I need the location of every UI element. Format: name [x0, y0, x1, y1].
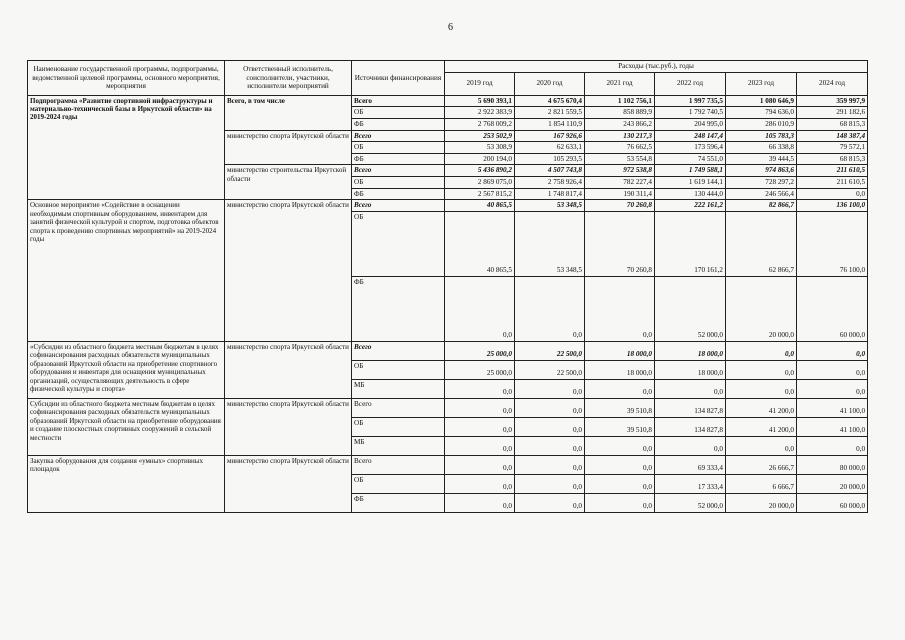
- expense-value: 105 293,5: [515, 153, 585, 165]
- expense-value: 2 869 075,0: [445, 177, 515, 189]
- header-expenses: Расходы (тыс.руб.), годы: [445, 61, 868, 73]
- expense-value: 20 000,0: [726, 494, 797, 513]
- expense-value: 69 333,4: [655, 456, 726, 475]
- expense-value: 1 854 110,9: [515, 118, 585, 130]
- expense-value: 52 000,0: [655, 277, 726, 342]
- expense-value: 40 865,5: [445, 212, 515, 277]
- table-row: [28, 456, 868, 475]
- funding-source: ОБ: [352, 212, 445, 277]
- expense-value: 0,0: [515, 475, 585, 494]
- expense-value: 39 510,8: [585, 399, 655, 418]
- expense-value: 1 792 740,5: [655, 107, 726, 119]
- expense-value: 1 619 144,1: [655, 177, 726, 189]
- expense-value: 134 827,8: [655, 399, 726, 418]
- expense-value: 62 633,1: [515, 142, 585, 154]
- table-body: [28, 95, 868, 512]
- expense-value: 18 000,0: [655, 361, 726, 380]
- program-name: Подпрограмма «Развитие спортивной инфраструктуры и материально-технической базы в Иркутской области» на 2019-2024 годы: [28, 95, 225, 200]
- funding-source: ОБ: [352, 361, 445, 380]
- expense-value: 70 260,8: [585, 200, 655, 212]
- expense-value: 222 161,2: [655, 200, 726, 212]
- program-name: Субсидии из областного бюджета местным бюджетам в целях софинансирования расходных обязательств муниципальных образований Иркутской области на приобретение оборудования и создание плоскостных спортивных сооружений в сельской местности: [28, 399, 225, 456]
- expense-value: 0,0: [797, 380, 868, 399]
- expense-value: 1 080 646,9: [726, 95, 797, 107]
- expense-value: 0,0: [515, 418, 585, 437]
- funding-source: Всего: [352, 342, 445, 361]
- expense-value: 18 000,0: [585, 342, 655, 361]
- expense-value: 17 333,4: [655, 475, 726, 494]
- expense-value: 0,0: [655, 437, 726, 456]
- expense-value: 0,0: [515, 277, 585, 342]
- expense-value: 211 610,5: [797, 165, 868, 177]
- funding-source: ФБ: [352, 188, 445, 200]
- expense-value: 0,0: [797, 342, 868, 361]
- funding-source: ОБ: [352, 107, 445, 119]
- executor-name: министерство спорта Иркутской области: [225, 399, 352, 456]
- expense-value: 0,0: [726, 380, 797, 399]
- funding-source: ОБ: [352, 177, 445, 189]
- expense-value: 0,0: [445, 418, 515, 437]
- program-name: Основное мероприятие «Содействие в оснащении необходимым спортивным оборудованием, инвентарем для занятий физической культурой и спортом, подготовка объектов спорта к проведению спортивных мероприятий» на 2019-2024 годы: [28, 200, 225, 342]
- expense-value: 79 572,1: [797, 142, 868, 154]
- header-year: 2019 год: [445, 72, 515, 95]
- funding-source: Всего: [352, 200, 445, 212]
- header-year: 2023 год: [726, 72, 797, 95]
- expense-value: 22 500,0: [515, 361, 585, 380]
- header-executor: Ответственный исполнитель, соисполнители, участники, исполнители мероприятий: [225, 61, 352, 96]
- expense-value: 66 338,8: [726, 142, 797, 154]
- table-row: [28, 95, 868, 107]
- expense-value: 0,0: [515, 380, 585, 399]
- expense-value: 0,0: [585, 437, 655, 456]
- expense-value: 70 260,8: [585, 212, 655, 277]
- expense-value: 5 690 393,1: [445, 95, 515, 107]
- expense-value: 2 758 926,4: [515, 177, 585, 189]
- expense-value: 204 995,0: [655, 118, 726, 130]
- expense-value: 0,0: [445, 399, 515, 418]
- expense-value: 53 554,8: [585, 153, 655, 165]
- expense-value: 5 436 890,2: [445, 165, 515, 177]
- expense-value: 2 922 383,9: [445, 107, 515, 119]
- expense-value: 41 100,0: [797, 399, 868, 418]
- expense-value: 200 194,0: [445, 153, 515, 165]
- expense-value: 82 866,7: [726, 200, 797, 212]
- funding-source: Всего: [352, 165, 445, 177]
- expense-value: 0,0: [445, 380, 515, 399]
- executor-name: министерство спорта Иркутской области: [225, 456, 352, 513]
- expense-value: 25 000,0: [445, 342, 515, 361]
- expense-value: 173 596,4: [655, 142, 726, 154]
- expense-value: 2 567 815,2: [445, 188, 515, 200]
- expense-value: 41 200,0: [726, 418, 797, 437]
- expense-value: 2 768 009,2: [445, 118, 515, 130]
- table-row: [28, 399, 868, 418]
- budget-sheet: [27, 60, 867, 513]
- expense-value: 25 000,0: [445, 361, 515, 380]
- expense-value: 782 227,4: [585, 177, 655, 189]
- expense-value: 4 507 743,8: [515, 165, 585, 177]
- budget-table: [27, 60, 868, 513]
- expense-value: 0,0: [585, 380, 655, 399]
- executor-name: министерство строительства Иркутской области: [225, 165, 352, 200]
- expense-value: 52 000,0: [655, 494, 726, 513]
- expense-value: 0,0: [585, 475, 655, 494]
- expense-value: 0,0: [585, 277, 655, 342]
- expense-value: 1 102 756,1: [585, 95, 655, 107]
- program-name: Закупка оборудования для создания «умных» спортивных площадок: [28, 456, 225, 513]
- expense-value: 0,0: [726, 342, 797, 361]
- expense-value: 1 748 817,4: [515, 188, 585, 200]
- expense-value: 246 566,4: [726, 188, 797, 200]
- expense-value: 1 749 588,1: [655, 165, 726, 177]
- expense-value: 62 866,7: [726, 212, 797, 277]
- expense-value: 0,0: [655, 380, 726, 399]
- funding-source: Всего: [352, 399, 445, 418]
- executor-name: министерство спорта Иркутской области: [225, 200, 352, 342]
- expense-value: 291 182,6: [797, 107, 868, 119]
- expense-value: 0,0: [726, 437, 797, 456]
- funding-source: Всего: [352, 95, 445, 107]
- funding-source: ОБ: [352, 475, 445, 494]
- expense-value: 130 217,3: [585, 130, 655, 142]
- expense-value: 6 666,7: [726, 475, 797, 494]
- header-name: Наименование государственной программы, подпрограммы, ведомственной целевой программы, основного мероприятия, мероприятия: [28, 61, 225, 96]
- expense-value: 0,0: [445, 437, 515, 456]
- expense-value: 76 662,5: [585, 142, 655, 154]
- expense-value: 253 502,9: [445, 130, 515, 142]
- expense-value: 0,0: [585, 494, 655, 513]
- expense-value: 136 100,0: [797, 200, 868, 212]
- expense-value: 76 100,0: [797, 212, 868, 277]
- funding-source: ФБ: [352, 277, 445, 342]
- table-row: [28, 342, 868, 361]
- expense-value: 0,0: [515, 437, 585, 456]
- executor-name: министерство спорта Иркутской области: [225, 130, 352, 165]
- expense-value: 0,0: [726, 361, 797, 380]
- expense-value: 22 500,0: [515, 342, 585, 361]
- funding-source: Всего: [352, 130, 445, 142]
- expense-value: 148 387,4: [797, 130, 868, 142]
- expense-value: 858 889,9: [585, 107, 655, 119]
- funding-source: ФБ: [352, 153, 445, 165]
- header-source: Источники финансирования: [352, 61, 445, 96]
- expense-value: 18 000,0: [655, 342, 726, 361]
- expense-value: 26 666,7: [726, 456, 797, 475]
- header-year: 2022 год: [655, 72, 726, 95]
- funding-source: МБ: [352, 437, 445, 456]
- expense-value: 0,0: [445, 475, 515, 494]
- expense-value: 248 147,4: [655, 130, 726, 142]
- expense-value: 60 000,0: [797, 494, 868, 513]
- expense-value: 0,0: [445, 494, 515, 513]
- expense-value: 0,0: [445, 277, 515, 342]
- expense-value: 243 866,2: [585, 118, 655, 130]
- table-row: [28, 200, 868, 212]
- expense-value: 0,0: [515, 399, 585, 418]
- expense-value: 4 675 670,4: [515, 95, 585, 107]
- funding-source: ФБ: [352, 118, 445, 130]
- expense-value: 0,0: [515, 456, 585, 475]
- expense-value: 130 444,0: [655, 188, 726, 200]
- expense-value: 74 551,0: [655, 153, 726, 165]
- expense-value: 53 348,5: [515, 212, 585, 277]
- expense-value: 211 610,5: [797, 177, 868, 189]
- expense-value: 18 000,0: [585, 361, 655, 380]
- expense-value: 60 000,0: [797, 277, 868, 342]
- expense-value: 359 997,9: [797, 95, 868, 107]
- executor-name: Всего, в том числе: [225, 95, 352, 130]
- funding-source: ОБ: [352, 142, 445, 154]
- expense-value: 170 161,2: [655, 212, 726, 277]
- expense-value: 2 821 559,5: [515, 107, 585, 119]
- expense-value: 41 200,0: [726, 399, 797, 418]
- program-name: «Субсидии из областного бюджета местным бюджетам в целях софинансирования расходных обязательств муниципальных образований Иркутской области на приобретение спортивного оборудования и инвентаря для оснащения муниципальных организаций, осуществляющих деятельность в сфере физической культуры и спорта»: [28, 342, 225, 399]
- expense-value: 0,0: [797, 361, 868, 380]
- table-header: [28, 61, 868, 96]
- expense-value: 1 997 735,5: [655, 95, 726, 107]
- funding-source: ФБ: [352, 494, 445, 513]
- expense-value: 105 783,3: [726, 130, 797, 142]
- expense-value: 68 815,3: [797, 153, 868, 165]
- expense-value: 68 815,3: [797, 118, 868, 130]
- expense-value: 0,0: [445, 456, 515, 475]
- expense-value: 794 636,0: [726, 107, 797, 119]
- expense-value: 134 827,8: [655, 418, 726, 437]
- expense-value: 39 444,5: [726, 153, 797, 165]
- expense-value: 190 311,4: [585, 188, 655, 200]
- expense-value: 39 510,8: [585, 418, 655, 437]
- executor-name: министерство спорта Иркутской области: [225, 342, 352, 399]
- expense-value: 0,0: [797, 188, 868, 200]
- expense-value: 53 348,5: [515, 200, 585, 212]
- expense-value: 0,0: [515, 494, 585, 513]
- funding-source: ОБ: [352, 418, 445, 437]
- expense-value: 53 308,9: [445, 142, 515, 154]
- header-year: 2024 год: [797, 72, 868, 95]
- expense-value: 728 297,2: [726, 177, 797, 189]
- funding-source: Всего: [352, 456, 445, 475]
- page-number: 6: [448, 22, 453, 33]
- expense-value: 167 926,6: [515, 130, 585, 142]
- expense-value: 20 000,0: [797, 475, 868, 494]
- expense-value: 41 100,0: [797, 418, 868, 437]
- expense-value: 0,0: [797, 437, 868, 456]
- expense-value: 80 000,0: [797, 456, 868, 475]
- funding-source: МБ: [352, 380, 445, 399]
- expense-value: 974 863,6: [726, 165, 797, 177]
- expense-value: 286 010,9: [726, 118, 797, 130]
- expense-value: 0,0: [585, 456, 655, 475]
- expense-value: 972 538,8: [585, 165, 655, 177]
- header-year: 2020 год: [515, 72, 585, 95]
- expense-value: 20 000,0: [726, 277, 797, 342]
- expense-value: 40 865,5: [445, 200, 515, 212]
- header-year: 2021 год: [585, 72, 655, 95]
